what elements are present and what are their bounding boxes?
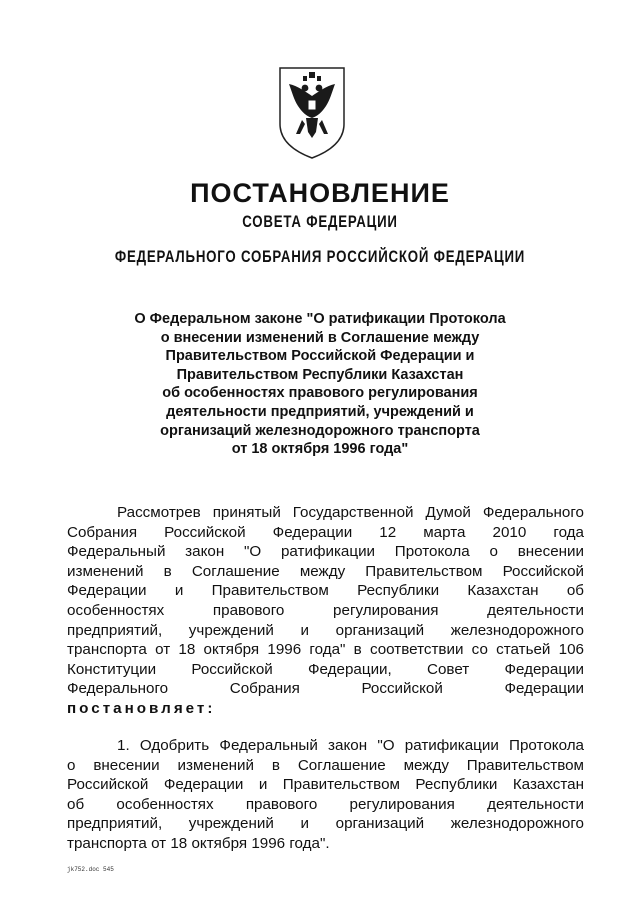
paragraph-line: Федеральный закон "О ратификации Протокола о внесении [67, 543, 584, 561]
coat-of-arms-icon [272, 62, 352, 162]
paragraph-line: об особенностях правового регулирования деятельности [67, 795, 584, 813]
paragraph-line: предприятий, учреждений и организаций железнодорожного [67, 815, 584, 833]
paragraph-line: предприятий, учреждений и организаций железнодорожного [67, 621, 584, 639]
subject-line: об особенностях правового регулирования [162, 385, 478, 402]
paragraph-line: особенностях правового регулирования деятельности [67, 601, 584, 619]
file-code: jk752.doc 545 [67, 866, 114, 873]
subject-line: деятельности предприятий, учреждений и [166, 403, 474, 420]
subject-line: Правительством Российской Федерации и [165, 348, 475, 365]
decision-word: постановляет: [67, 699, 216, 717]
paragraph-line: Конституции Российской Федерации, Совет Федерации [67, 660, 584, 678]
paragraph-line: транспорта от 18 октября 1996 года" в соответствии со статьей 106 [67, 641, 584, 659]
paragraph-line: Собрания Российской Федерации 12 марта 2010 года [67, 523, 584, 541]
paragraph-line: Рассмотрев принятый Государственной Думой Федерального [117, 504, 584, 521]
issuer-line-1: СОВЕТА ФЕДЕРАЦИИ [242, 212, 398, 231]
document-subject [90, 310, 550, 459]
subject-line: от 18 октября 1996 года" [231, 441, 409, 458]
paragraph-line: Российской Федерации и Правительством Республики Казахстан [67, 776, 584, 794]
paragraph-line: 1. Одобрить Федеральный закон "О ратификации Протокола [117, 737, 584, 754]
preamble-paragraph [67, 503, 584, 719]
subject-line: О Федеральном законе "О ратификации Протокола [134, 311, 506, 327]
clause-1-paragraph [67, 736, 584, 854]
paragraph-line: Федерации и Правительством Республики Казахстан об [67, 582, 584, 600]
subject-line: о внесении изменений в Соглашение между [160, 329, 480, 346]
paragraph-line: Федерального Собрания Российской Федерации [67, 680, 584, 698]
paragraph-line: о внесении изменений в Соглашение между Правительством [67, 756, 584, 774]
subject-line: Правительством Республики Казахстан [176, 366, 464, 383]
document-title: ПОСТАНОВЛЕНИЕ [190, 178, 450, 208]
issuer-line-2: ФЕДЕРАЛЬНОГО СОБРАНИЯ РОССИЙСКОЙ ФЕДЕРАЦИИ [114, 247, 526, 266]
paragraph-line: изменений в Соглашение между Правительством Российской [67, 562, 584, 580]
subject-line: организаций железнодорожного транспорта [160, 422, 480, 439]
paragraph-line: транспорта от 18 октября 1996 года". [67, 834, 330, 852]
